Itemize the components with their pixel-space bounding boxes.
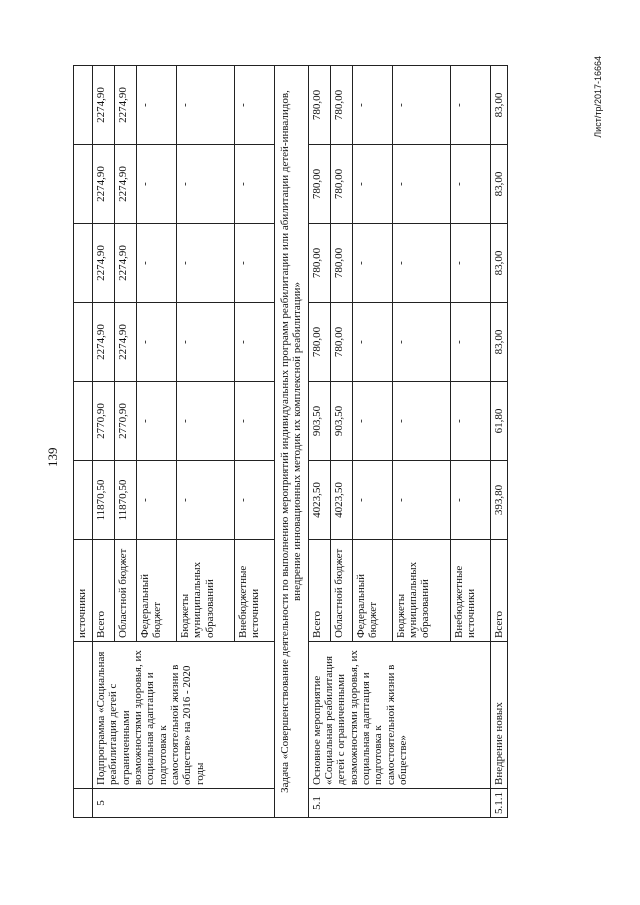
header-cell [74,382,93,461]
value-cell: 780,00 [308,145,330,224]
header-cell-src: источники [74,540,93,642]
value-cell: 2274,90 [115,303,137,382]
funding-source: Всего [308,540,330,642]
value-cell: - [137,145,177,224]
value-cell: - [352,382,392,461]
header-cell-no [74,789,93,818]
value-cell: 780,00 [330,145,352,224]
measure-section [308,66,490,818]
value-cell: 780,00 [330,303,352,382]
program-section [93,66,275,818]
task-row [275,66,309,818]
header-cell-name [74,642,93,789]
value-cell: - [392,224,450,303]
row-title: Подпрограмма «Социальная реабилитация детей с ограниченными возможностями здоровья, их социальная адаптация и подготовка к самостоятельной жизни в обществе» на 2016 - 2020 годы [93,642,275,789]
value-cell: 4023,50 [308,461,330,540]
value-cell: 903,50 [330,382,352,461]
value-cell: - [137,303,177,382]
row-number: 5 [93,789,275,818]
value-cell: - [137,382,177,461]
value-cell: - [235,382,275,461]
document-stamp: Лист/тр/2017-16664 [593,56,603,138]
value-cell: - [450,303,490,382]
value-cell: - [352,145,392,224]
value-cell: 61,80 [490,382,507,461]
value-cell: - [392,66,450,145]
value-cell: - [177,303,235,382]
header-cell [74,303,93,382]
value-cell: 2274,90 [115,224,137,303]
value-cell: 2274,90 [115,145,137,224]
page-number: 139 [45,447,60,467]
value-cell: 2274,90 [93,66,115,145]
value-cell: - [392,145,450,224]
value-cell: 780,00 [330,224,352,303]
value-cell: 2274,90 [93,224,115,303]
value-cell: - [235,303,275,382]
value-cell: - [450,145,490,224]
funding-source: Внебюджетные источники [450,540,490,642]
sub-no: 5.1.1 [490,789,507,818]
task-text: Задача «Совершенствование деятельности по выполнению мероприятий индивидуальных программ реабилитации или абилитации детей-инвалидов, внедрение инновационных методик их комплексной реабилитации» [275,66,309,818]
value-cell: 2770,90 [115,382,137,461]
funding-source: Областной бюджет [330,540,352,642]
sub-src: Всего [490,540,507,642]
value-cell: - [137,224,177,303]
header-cell [74,224,93,303]
value-cell: 2274,90 [93,145,115,224]
value-cell: - [235,224,275,303]
value-cell: - [177,382,235,461]
value-cell: - [352,303,392,382]
value-cell: 780,00 [308,303,330,382]
source-row [308,66,330,818]
sub-row [490,66,507,818]
header-cell [74,66,93,145]
value-cell: 780,00 [308,66,330,145]
value-cell: 2274,90 [115,66,137,145]
row-number: 5.1 [308,789,490,818]
value-cell: - [352,461,392,540]
value-cell: - [392,461,450,540]
funding-source: Внебюджетные источники [235,540,275,642]
value-cell: - [392,382,450,461]
value-cell: 4023,50 [330,461,352,540]
funding-source: Бюджеты муниципальных образований [177,540,235,642]
value-cell: - [177,145,235,224]
header-cell [74,145,93,224]
value-cell: - [352,66,392,145]
value-cell: - [392,303,450,382]
value-cell: - [177,224,235,303]
value-cell: - [235,145,275,224]
value-cell: 2274,90 [93,303,115,382]
value-cell: 83,00 [490,145,507,224]
funding-source: Областной бюджет [115,540,137,642]
value-cell: - [235,66,275,145]
value-cell: 780,00 [330,66,352,145]
value-cell: - [177,461,235,540]
value-cell: 83,00 [490,303,507,382]
value-cell: - [450,461,490,540]
value-cell: 83,00 [490,224,507,303]
header-cell [74,461,93,540]
funding-source: Федеральный бюджет [137,540,177,642]
value-cell: - [137,461,177,540]
value-cell: - [137,66,177,145]
funding-source: Бюджеты муниципальных образований [392,540,450,642]
value-cell: 11870,50 [115,461,137,540]
sub-name: Внедрение новых [490,642,507,789]
value-cell: 780,00 [308,224,330,303]
value-cell: - [450,224,490,303]
value-cell: - [450,66,490,145]
value-cell: - [177,66,235,145]
value-cell: - [235,461,275,540]
value-cell: - [352,224,392,303]
value-cell: 83,00 [490,66,507,145]
header-row [74,66,93,818]
funding-source: Федеральный бюджет [352,540,392,642]
funding-source: Всего [93,540,115,642]
row-title: Основное мероприятие «Социальная реабилитация детей с ограниченными возможностями здоровья, их социальная адаптация и подготовка к самостоятельной жизни в обществе» [308,642,490,789]
value-cell: 2770,90 [93,382,115,461]
value-cell: 11870,50 [93,461,115,540]
budget-table [73,65,508,818]
value-cell: - [450,382,490,461]
source-row [93,66,115,818]
value-cell: 393,80 [490,461,507,540]
value-cell: 903,50 [308,382,330,461]
